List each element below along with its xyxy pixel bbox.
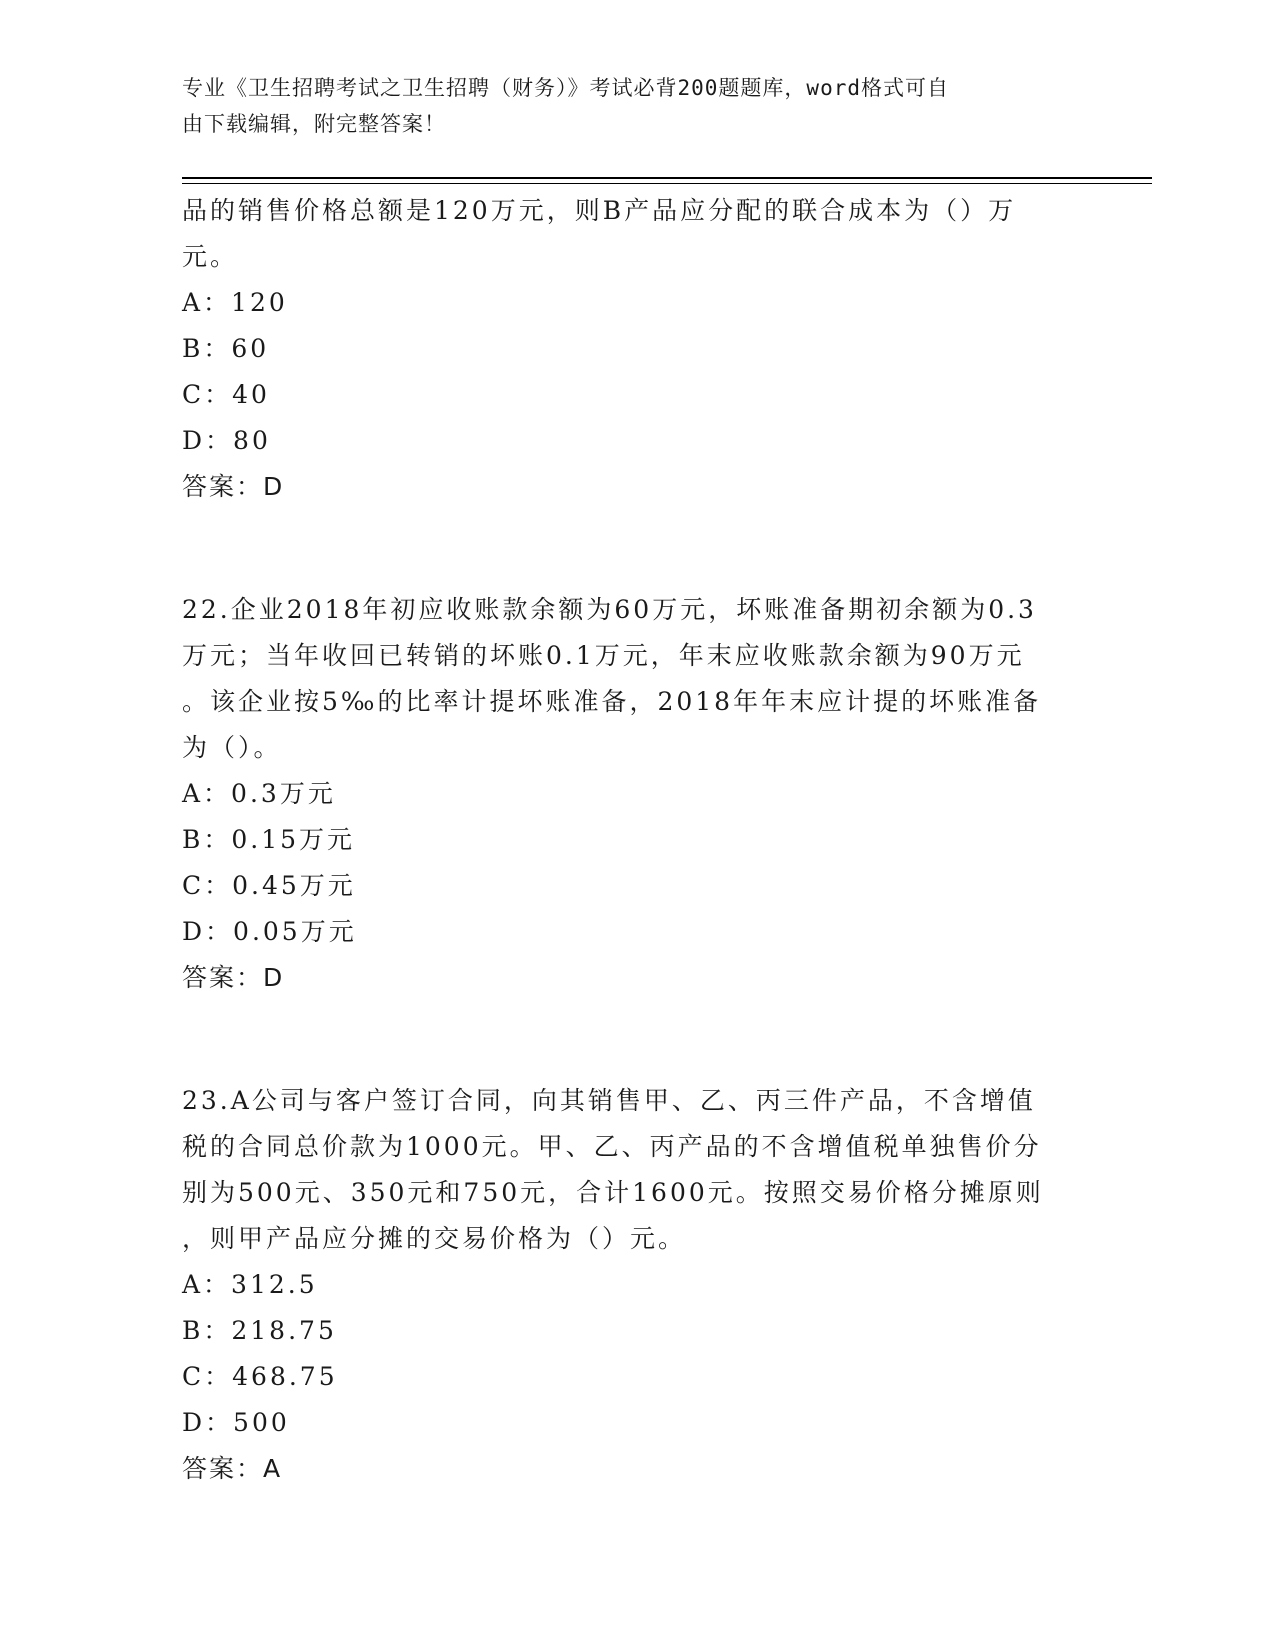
spacer <box>182 510 1062 587</box>
question-continued <box>182 188 1062 510</box>
option-c: C：40 <box>182 380 270 409</box>
question-text-line: 元。 <box>182 242 239 271</box>
question-text-line: 为（）。 <box>182 733 282 762</box>
question-text-line: 品的销售价格总额是120万元，则B产品应分配的联合成本为（）万 <box>182 196 1017 225</box>
question-text-line: 。该企业按5‰的比率计提坏账准备，2018年年末应计提的坏账准备 <box>182 687 1042 716</box>
question-text-line: ，则甲产品应分摊的交易价格为（）元。 <box>182 1224 687 1253</box>
document-header <box>182 70 1042 142</box>
option-b: B：0.15万元 <box>182 825 356 854</box>
header-rule-thick <box>182 177 1152 179</box>
option-a: A：120 <box>182 288 288 317</box>
question-text-line: 万元；当年收回已转销的坏账0.1万元，年末应收账款余额为90万元 <box>182 641 1025 670</box>
question-text-line: 别为500元、350元和750元，合计1600元。按照交易价格分摊原则 <box>182 1178 1044 1207</box>
option-b: B：218.75 <box>182 1316 337 1345</box>
spacer <box>182 1001 1062 1078</box>
question-23 <box>182 1078 1062 1492</box>
question-text-line: 23.A公司与客户签订合同，向其销售甲、乙、丙三件产品，不含增值 <box>182 1086 1036 1115</box>
answer-line: 答案：D <box>182 472 285 501</box>
question-text-line: 税的合同总价款为1000元。甲、乙、丙产品的不含增值税单独售价分 <box>182 1132 1042 1161</box>
question-text-line: 22.企业2018年初应收账款余额为60万元，坏账准备期初余额为0.3 <box>182 595 1037 624</box>
option-c: C：468.75 <box>182 1362 338 1391</box>
option-d: D：80 <box>182 426 271 455</box>
option-a: A：312.5 <box>182 1270 318 1299</box>
option-d: D：0.05万元 <box>182 917 357 946</box>
header-rule-thin <box>182 183 1152 184</box>
question-content <box>182 188 1062 1492</box>
option-c: C：0.45万元 <box>182 871 356 900</box>
option-a: A：0.3万元 <box>182 779 336 808</box>
header-line-2: 由下载编辑，附完整答案！ <box>182 112 446 136</box>
answer-line: 答案：D <box>182 963 285 992</box>
header-line-1: 专业《卫生招聘考试之卫生招聘（财务）》考试必背200题题库，word格式可自 <box>182 76 949 100</box>
option-d: D：500 <box>182 1408 290 1437</box>
option-b: B：60 <box>182 334 270 363</box>
answer-line: 答案：A <box>182 1454 283 1483</box>
question-22 <box>182 587 1062 1001</box>
